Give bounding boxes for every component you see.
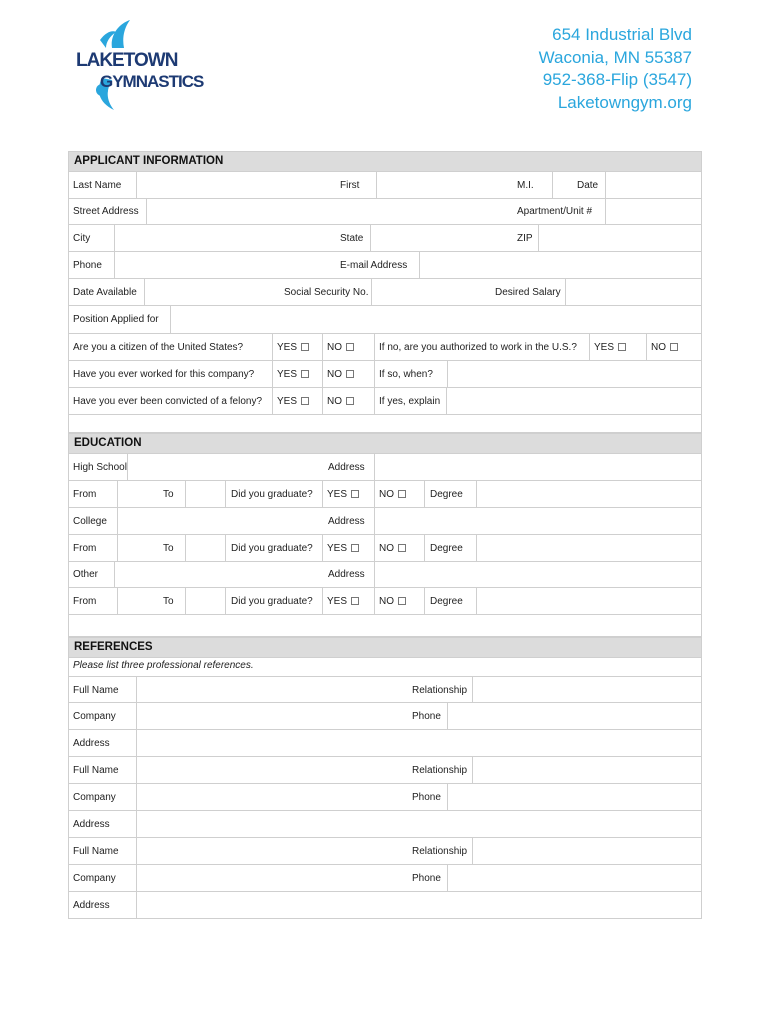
label-email: E-mail Address	[340, 260, 408, 271]
checkbox-icon[interactable]	[398, 490, 406, 498]
row-ref3-name	[68, 838, 702, 865]
when-field[interactable]	[447, 361, 701, 387]
last-name-field[interactable]	[136, 172, 336, 198]
label-degree: Degree	[430, 596, 463, 607]
row-high-school-dates	[68, 481, 702, 508]
college-to-field[interactable]	[185, 535, 225, 561]
label-to: To	[163, 596, 174, 607]
row-high-school	[68, 454, 702, 481]
label-full-name: Full Name	[73, 685, 119, 696]
label-phone: Phone	[412, 711, 441, 722]
desired-salary-field[interactable]	[565, 279, 701, 305]
authorized-yes-option[interactable]: YES	[594, 342, 626, 353]
label-date: Date	[577, 180, 599, 191]
checkbox-icon[interactable]	[346, 397, 354, 405]
college-address-field[interactable]	[374, 508, 701, 534]
label-state: State	[340, 233, 364, 244]
ref1-address-field[interactable]	[136, 730, 701, 756]
ref2-phone-field[interactable]	[447, 784, 701, 810]
section-references	[68, 637, 702, 658]
label-when-question: If so, when?	[379, 369, 433, 380]
worked-no-option[interactable]: NO	[327, 369, 354, 380]
label-address: Address	[328, 569, 365, 580]
row-other-dates	[68, 588, 702, 615]
label-degree: Degree	[430, 489, 463, 500]
label-citizen-question: Are you a citizen of the United States?	[73, 342, 244, 353]
row-position	[68, 306, 702, 334]
label-company: Company	[73, 711, 116, 722]
label-felony-question: Have you ever been convicted of a felony?	[73, 396, 263, 407]
ref1-phone-field[interactable]	[447, 703, 701, 729]
label-apartment: Apartment/Unit #	[517, 206, 593, 217]
first-name-field[interactable]	[376, 172, 512, 198]
zip-field[interactable]	[538, 225, 701, 251]
label-authorized-question: If no, are you authorized to work in the U.S.?	[379, 342, 577, 353]
label-mi: M.I.	[517, 180, 534, 191]
section-title: EDUCATION	[74, 437, 142, 449]
checkbox-icon[interactable]	[398, 597, 406, 605]
label-street-address: Street Address	[73, 206, 139, 217]
label-address: Address	[73, 819, 110, 830]
label-from: From	[73, 596, 97, 607]
other-from-field[interactable]	[117, 588, 157, 614]
ref1-relationship-field[interactable]	[472, 677, 701, 702]
worked-yes-option[interactable]: YES	[277, 369, 309, 380]
row-date-available	[68, 279, 702, 306]
ref2-address-field[interactable]	[136, 811, 701, 837]
ref2-relationship-field[interactable]	[472, 757, 701, 783]
high-school-degree-field[interactable]	[476, 481, 701, 507]
section-applicant-information	[68, 151, 702, 172]
label-high-school: High School	[73, 462, 127, 473]
address-street: 654 Industrial Blvd	[552, 25, 692, 44]
ref2-full-name-field[interactable]	[136, 757, 406, 783]
label-last-name: Last Name	[73, 180, 122, 191]
ref3-address-field[interactable]	[136, 892, 701, 918]
section-title: REFERENCES	[74, 641, 153, 653]
row-college	[68, 508, 702, 535]
other-to-field[interactable]	[185, 588, 225, 614]
high-school-yes-option[interactable]: YES	[327, 489, 359, 500]
label-company: Company	[73, 873, 116, 884]
citizen-no-option[interactable]: NO	[327, 342, 354, 353]
apartment-field[interactable]	[605, 199, 701, 224]
label-zip: ZIP	[517, 233, 533, 244]
company-address	[539, 24, 692, 114]
label-address: Address	[73, 900, 110, 911]
college-field[interactable]	[117, 508, 323, 534]
label-position-applied: Position Applied for	[73, 314, 159, 325]
ref1-full-name-field[interactable]	[136, 677, 406, 702]
college-from-field[interactable]	[117, 535, 157, 561]
row-phone	[68, 252, 702, 279]
phone-field[interactable]	[114, 252, 336, 278]
address-phone: 952-368-Flip (3547)	[542, 70, 692, 89]
checkbox-icon[interactable]	[301, 397, 309, 405]
ref3-phone-field[interactable]	[447, 865, 701, 891]
felony-yes-option[interactable]: YES	[277, 396, 309, 407]
row-ref3-address	[68, 892, 702, 919]
ref3-relationship-field[interactable]	[472, 838, 701, 864]
label-date-available: Date Available	[73, 287, 137, 298]
row-felony	[68, 388, 702, 415]
row-city	[68, 225, 702, 252]
label-college: College	[73, 516, 107, 527]
checkbox-icon[interactable]	[346, 343, 354, 351]
label-full-name: Full Name	[73, 846, 119, 857]
label-other: Other	[73, 569, 99, 580]
label-degree: Degree	[430, 543, 463, 554]
label-graduate-question: Did you graduate?	[231, 489, 313, 500]
row-ref3-company	[68, 865, 702, 892]
other-degree-field[interactable]	[476, 588, 701, 614]
date-field[interactable]	[605, 172, 701, 198]
row-ref2-name	[68, 757, 702, 784]
references-note: Please list three professional references.	[73, 660, 254, 671]
logo-text-laketown: LAKETOWN	[76, 50, 178, 71]
college-degree-field[interactable]	[476, 535, 701, 561]
checkbox-icon[interactable]	[351, 544, 359, 552]
row-ref1-address	[68, 730, 702, 757]
high-school-no-option[interactable]: NO	[379, 489, 406, 500]
college-yes-option[interactable]: YES	[327, 543, 359, 554]
row-name	[68, 172, 702, 199]
row-citizen	[68, 334, 702, 361]
checkbox-icon[interactable]	[351, 490, 359, 498]
date-available-field[interactable]	[144, 279, 280, 305]
other-address-field[interactable]	[374, 562, 701, 587]
address-website[interactable]: Laketowngym.org	[557, 92, 692, 112]
checkbox-icon[interactable]	[618, 343, 626, 351]
label-address: Address	[328, 516, 365, 527]
college-no-option[interactable]: NO	[379, 543, 406, 554]
other-yes-option[interactable]: YES	[327, 596, 359, 607]
address-city: Waconia, MN 55387	[538, 47, 692, 67]
high-school-to-field[interactable]	[185, 481, 225, 507]
row-college-dates	[68, 535, 702, 562]
spacer-row	[68, 615, 702, 637]
label-address: Address	[328, 462, 365, 473]
label-phone: Phone	[73, 260, 102, 271]
row-street	[68, 199, 702, 225]
label-graduate-question: Did you graduate?	[231, 543, 313, 554]
label-phone: Phone	[412, 792, 441, 803]
label-phone: Phone	[412, 873, 441, 884]
row-ref2-address	[68, 811, 702, 838]
label-from: From	[73, 543, 97, 554]
street-address-field[interactable]	[146, 199, 512, 224]
position-field[interactable]	[170, 306, 701, 333]
section-education	[68, 433, 702, 454]
ref1-company-field[interactable]	[136, 703, 406, 729]
label-to: To	[163, 543, 174, 554]
label-city: City	[73, 233, 91, 244]
email-field[interactable]	[419, 252, 701, 278]
row-ref1-company	[68, 703, 702, 730]
laketown-logo	[72, 18, 212, 114]
label-full-name: Full Name	[73, 765, 119, 776]
checkbox-icon[interactable]	[398, 544, 406, 552]
ref3-full-name-field[interactable]	[136, 838, 406, 864]
label-graduate-question: Did you graduate?	[231, 596, 313, 607]
label-company: Company	[73, 792, 116, 803]
label-address: Address	[73, 738, 110, 749]
label-explain-question: If yes, explain	[379, 396, 441, 407]
citizen-yes-option[interactable]: YES	[277, 342, 309, 353]
label-worked-question: Have you ever worked for this company?	[73, 369, 255, 380]
other-no-option[interactable]: NO	[379, 596, 406, 607]
label-relationship: Relationship	[412, 765, 468, 776]
label-from: From	[73, 489, 97, 500]
spacer-row	[68, 415, 702, 433]
logo-text-gymnastics: GYMNASTICS	[100, 72, 204, 91]
row-worked	[68, 361, 702, 388]
checkbox-icon[interactable]	[346, 370, 354, 378]
label-relationship: Relationship	[412, 685, 468, 696]
label-ssn: Social Security No.	[284, 287, 369, 298]
ref2-company-field[interactable]	[136, 784, 406, 810]
other-field[interactable]	[114, 562, 323, 587]
label-to: To	[163, 489, 174, 500]
high-school-field[interactable]	[127, 454, 323, 480]
row-ref1-name	[68, 676, 702, 703]
label-desired-salary: Desired Salary	[495, 287, 561, 298]
checkbox-icon[interactable]	[670, 343, 678, 351]
mi-field[interactable]	[552, 172, 576, 198]
city-field[interactable]	[114, 225, 336, 251]
row-other	[68, 562, 702, 588]
checkbox-icon[interactable]	[301, 343, 309, 351]
explain-field[interactable]	[446, 388, 701, 414]
high-school-from-field[interactable]	[117, 481, 157, 507]
row-ref2-company	[68, 784, 702, 811]
checkbox-icon[interactable]	[351, 597, 359, 605]
state-field[interactable]	[370, 225, 512, 251]
checkbox-icon[interactable]	[301, 370, 309, 378]
felony-no-option[interactable]: NO	[327, 396, 354, 407]
ssn-field[interactable]	[371, 279, 487, 305]
label-relationship: Relationship	[412, 846, 468, 857]
high-school-address-field[interactable]	[374, 454, 701, 480]
section-title: APPLICANT INFORMATION	[74, 155, 224, 167]
authorized-no-option[interactable]: NO	[651, 342, 678, 353]
label-first: First	[340, 180, 360, 191]
ref3-company-field[interactable]	[136, 865, 406, 891]
